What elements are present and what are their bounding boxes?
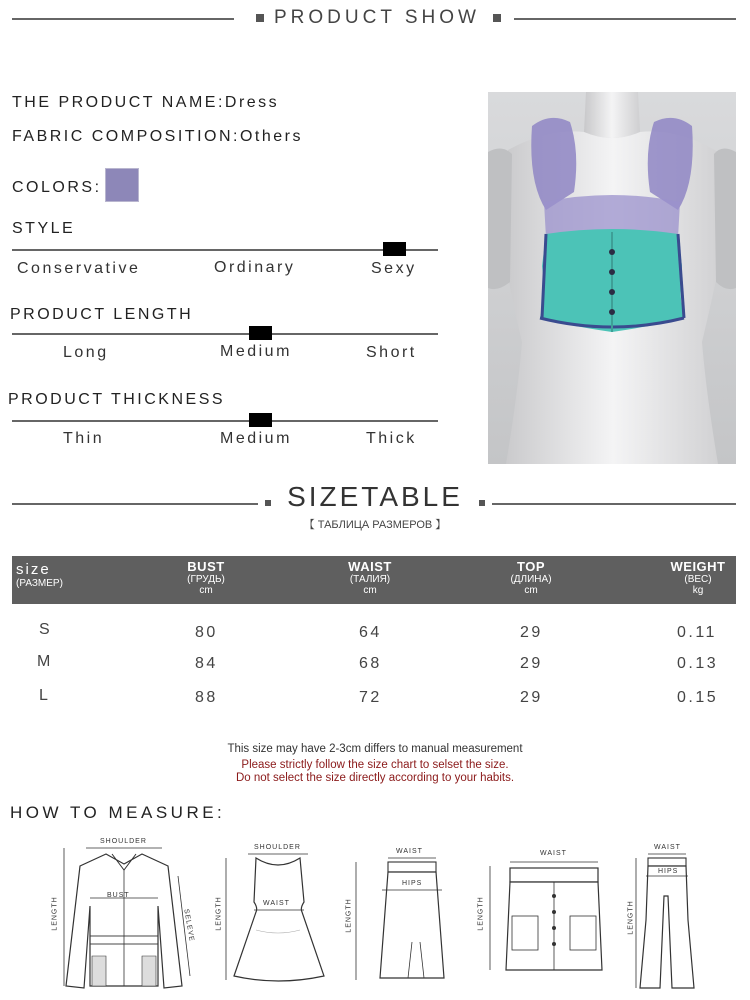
col-top-sub: (ДЛИНА) — [510, 574, 552, 585]
cell-top: 29 — [520, 655, 543, 672]
col-bust-unit: cm — [199, 585, 213, 596]
label-bust: BUST — [107, 892, 130, 899]
cell-size: L — [39, 687, 51, 704]
size-table-header — [12, 556, 736, 604]
sizetable-dot-right — [479, 500, 485, 506]
colors-label: COLORS: — [12, 179, 102, 196]
header-rule-left — [12, 18, 234, 20]
pants-icon — [626, 840, 696, 992]
denim-figure — [478, 846, 608, 976]
cell-bust: 80 — [195, 624, 218, 641]
style-option-sexy: Sexy — [371, 260, 417, 277]
col-waist-main: WAIST — [348, 559, 392, 574]
fabric-label: FABRIC COMPOSITION: — [12, 128, 240, 145]
cell-weight: 0.15 — [677, 689, 719, 706]
cell-waist: 68 — [359, 655, 382, 672]
col-top — [491, 559, 571, 596]
label-waist: WAIST — [396, 848, 423, 855]
cell-waist: 64 — [359, 624, 382, 641]
product-name-row — [12, 94, 279, 112]
cell-bust: 88 — [195, 689, 218, 706]
how-to-measure-title: HOW TO MEASURE: — [10, 803, 226, 822]
col-weight-main: WEIGHT — [670, 559, 726, 574]
label-waist: WAIST — [540, 850, 567, 857]
cell-waist: 72 — [359, 689, 382, 706]
thickness-option-thin: Thin — [63, 430, 105, 447]
jacket-icon — [50, 836, 200, 996]
header-dot-left — [256, 14, 264, 22]
cell-weight: 0.11 — [677, 624, 717, 641]
cell-size: M — [37, 653, 53, 670]
label-length: LENGTH — [215, 896, 223, 931]
label-hips: HIPS — [402, 880, 423, 887]
length-option-short: Short — [366, 344, 417, 361]
jacket-figure — [50, 836, 200, 996]
product-name-label: THE PRODUCT NAME: — [12, 94, 225, 111]
label-hips: HIPS — [658, 868, 679, 875]
sizetable-rule-left — [12, 503, 258, 505]
skirt-figure — [344, 842, 454, 992]
col-waist-unit: cm — [363, 585, 377, 596]
label-waist: WAIST — [263, 900, 290, 907]
label-length: LENGTH — [345, 898, 353, 933]
col-top-main: TOP — [517, 559, 545, 574]
pants-figure — [626, 840, 696, 992]
style-scale-line — [12, 249, 438, 251]
note-follow-chart: Please strictly follow the size chart to selset the size. — [241, 759, 509, 771]
product-name-value: Dress — [224, 94, 280, 111]
sizetable-title: SIZETABLE — [287, 481, 463, 512]
style-marker — [383, 242, 406, 256]
label-shoulder: SHOULDER — [254, 844, 301, 851]
col-size-sub: (РАЗМЕР) — [16, 578, 63, 589]
col-weight — [658, 559, 738, 596]
note-habits: Do not select the size directly according to your habits. — [235, 772, 515, 784]
sizetable-subtitle: 【 ТАБЛИЦА РАЗМЕРОВ 】 — [303, 519, 447, 531]
length-scale-line — [12, 333, 438, 335]
style-title: STYLE — [12, 220, 76, 237]
col-bust-sub: (ГРУДЬ) — [187, 574, 225, 585]
sizetable-rule-right — [492, 503, 736, 505]
col-bust-main: BUST — [187, 559, 225, 574]
length-option-medium: Medium — [220, 343, 292, 360]
label-sleeve: SELEVE — [182, 908, 195, 943]
sizetable-dot-left — [265, 500, 271, 506]
length-marker — [249, 326, 272, 340]
fabric-row — [12, 128, 303, 146]
page-title: PRODUCT SHOW — [274, 7, 480, 28]
label-length: LENGTH — [51, 896, 59, 931]
color-swatch — [105, 168, 139, 202]
cell-top: 29 — [520, 689, 543, 706]
col-waist — [330, 559, 410, 596]
style-option-conservative: Conservative — [17, 260, 141, 277]
cell-bust: 84 — [195, 655, 218, 672]
thickness-option-thick: Thick — [366, 430, 417, 447]
col-weight-sub: (ВЕС) — [684, 574, 712, 585]
col-size — [16, 561, 76, 589]
note-measurement: This size may have 2-3cm differs to manual measurement — [227, 743, 523, 755]
product-photo — [488, 92, 736, 464]
cell-size: S — [39, 621, 53, 638]
dress-figure — [216, 840, 326, 990]
col-size-main: size — [16, 561, 51, 578]
col-top-unit: cm — [524, 585, 538, 596]
style-option-ordinary: Ordinary — [214, 259, 296, 276]
mannequin-illustration — [488, 92, 736, 464]
label-waist: WAIST — [654, 844, 681, 851]
label-length: LENGTH — [627, 900, 635, 935]
header-rule-right — [514, 18, 736, 20]
col-weight-unit: kg — [692, 585, 704, 596]
length-title: PRODUCT LENGTH — [10, 306, 194, 323]
thickness-marker — [249, 413, 272, 427]
header-dot-right — [493, 14, 501, 22]
label-length: LENGTH — [477, 896, 485, 931]
cell-weight: 0.13 — [677, 655, 719, 672]
dress-icon — [216, 840, 326, 990]
col-bust — [166, 559, 246, 596]
label-shoulder: SHOULDER — [100, 838, 147, 845]
thickness-option-medium: Medium — [220, 430, 292, 447]
skirt-icon — [344, 842, 454, 992]
cell-top: 29 — [520, 624, 543, 641]
col-waist-sub: (ТАЛИЯ) — [349, 574, 391, 585]
thickness-title: PRODUCT THICKNESS — [8, 391, 226, 408]
fabric-value: Others — [239, 128, 303, 145]
thickness-scale-line — [12, 420, 438, 422]
length-option-long: Long — [63, 344, 109, 361]
denim-icon — [478, 846, 608, 976]
